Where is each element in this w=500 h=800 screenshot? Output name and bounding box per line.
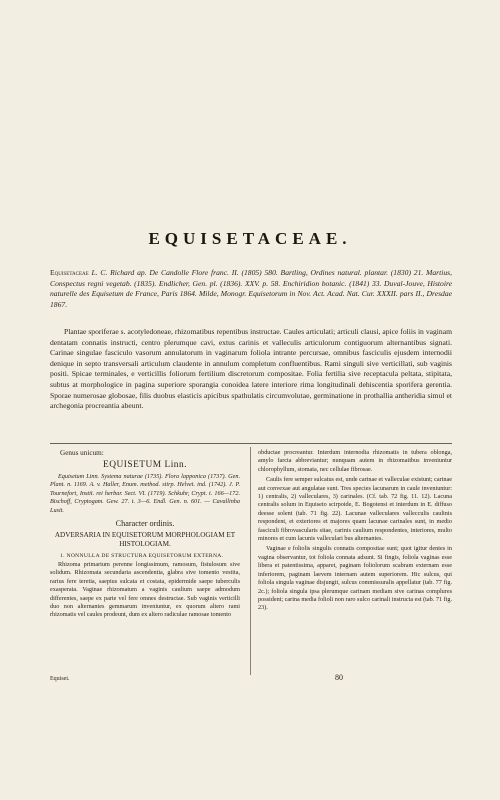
page-title: EQUISETACEAE. xyxy=(148,229,352,248)
character-heading: Character ordinis. xyxy=(115,519,175,529)
subsection-heading: 1. NONNULLA DE STRUCTURA EQUISETORUM EXTERNA. xyxy=(60,553,224,560)
genus-synonymy: Equisetum Linn. Systema naturae (1735). Flora lapponica (1737). Gen. Plant. n. 1169. A. v. Haller, Enum. method. stirp. Helvet. ind. (1742). J. P. Tournefort, Instit. rei herbar. Sect. VI. (1719). Schkuhr, Crypt. t. 166—172. Bischoff, Cryptogam. Gew. 27. t. 3—6. Endl. Gen. n. 601. — Cavallinha Lusit. xyxy=(50,473,240,514)
caulis-paragraph: Caulis fere semper sulcatus est, unde carinae et valleculae existunt; carinae aut convexae aut angulatae sunt. Tres species lacunarum in caule inveniuntur: 1) centralis, 2) valleculares, 3) carinales. (Cf. tab. 72 fig. 11. 12). Lacuna centralis solum in Equiseto scirpoide, E. Bogotensi et interdum in E. diffuso deesse solent (tab. 71 fig. 22). Lacunae valleculares vallecculis caulinis respondent, et exteriores et majores quam lacunae carinales sunt, in medio fasciculi fibrovascularis sitae, carinis caulium respondentes, interiores, multo minores et cum lacunis valleculari bus alternantes. xyxy=(258,476,452,543)
order-description: Plantae sporiferae s. acotyledoneae, rhizomatibus repentibus instructae. Caules articulati; articuli clausi, apice foliis in vaginam dentatam connatis instructi, centro plerumque cavi, extus carinis et valleculis articulorum contiguorum alternantibus signati. Carinae singulae fasciculo vasorum annulatorum in vaginarum foliola intrante percursae, omnibus fasciculis ejusdem internodii denique in septo transversali articulum claudente in annulum completum confluentibus. Rami singuli sive verticillati, sub vaginis positi. Spicae terminales, e verticillis foliorum fertilium discretorum compositae. Folia fertilia sive receptacula peltata, stipitata, subtus at morphologice in pagina superiore sporangia conoidea latere interiore rima longitudinali dehiscentia sporifera gerentia. Sporae numerosae globosae, filis duobus elasticis apicibus spathulatis circumvolutae, germinatione in prothallia antheridia simul et archegonia procreantia abeunt. xyxy=(50,327,452,411)
right-column xyxy=(258,449,452,615)
horizontal-divider xyxy=(50,443,452,444)
genus-label: Genus unicum: xyxy=(60,449,104,457)
section-heading: ADVERSARIA IN EQUISETORUM MORPHOLOGIAM ET HISTOLOGIAM. xyxy=(54,531,236,549)
genus-name: EQUISETUM Linn. xyxy=(102,460,188,470)
left-column xyxy=(50,449,240,622)
rhizoma-continuation: obductae procreantur. Interdum internodia rhizomatis in tubera oblonga, amylo farcta abbreviantur; nunquam autem in rhizomatibus inveniuntur chlorophyllum, stomata, nec cellulae fibrosae. xyxy=(258,449,452,473)
bibliography xyxy=(50,268,452,310)
page-number: 80 xyxy=(335,673,343,682)
signature-mark: Equiset. xyxy=(50,676,70,682)
bibliography-lead: Equisetaceae xyxy=(50,268,89,277)
rhizoma-paragraph: Rhizoma primarium perenne longissimum, ramosum, fistulosum sive solidum. Rhizomata secundaria ascendentia, glabra sive tomento vestita, rarius fere teretia, saepius sulcata et costata, epidermide saepe tuberculis exasperata. Vaginae rhizomatum a vaginis caulium saepe admodum differentes, saepe ex parte vel fere omnes destructae. Sub vaginis verticilli duo non alternantes gemmarum inveniuntur, ex quorum altero rami rhizomatis vel caules prodeunt, dum ex altero radiculae ramosae tomento xyxy=(50,561,240,619)
bibliography-text: L. C. Richard ap. De Candolle Flore franc. II. (1805) 580. Bartling, Ordines natural. plantar. (1830) 21. Martius, Conspectus regni vegetab. (1835). Endlicher, Gen. pl. (1836). XXV. p. 58. Enchiridion botanic. (1841) 33. Duval-Jouve, Histoire naturelle des Equisetum de France, Paris 1864. Milde, Monogr. Equisetorum in Nov. Act. Acad. Nat. Cur. XXXII. pars II., Dresdae 1867. xyxy=(50,268,453,309)
column-divider xyxy=(250,447,251,675)
vaginae-paragraph: Vaginae e foliolis singulis connatis compositae sunt; quot igitur dentes in vagina observantur, tot foliola connata adsunt. Si fingis, foliola vaginas esse libera et patentissima, apparet, paginam foliolorum scabram externam esse inferiorem, paginam laevem internam autem superiorem. Hic sulcus, qui foliola singula vaginae disjungit, sulcus commissuralis appellatur (tab. 77 fig. 2c.); foliola singula ipsa plerumque carinam mediam sive carinas complures possident; carina media folioli non raro sulco carinali instructa est (tab. 71 fig. 23). xyxy=(258,545,452,612)
